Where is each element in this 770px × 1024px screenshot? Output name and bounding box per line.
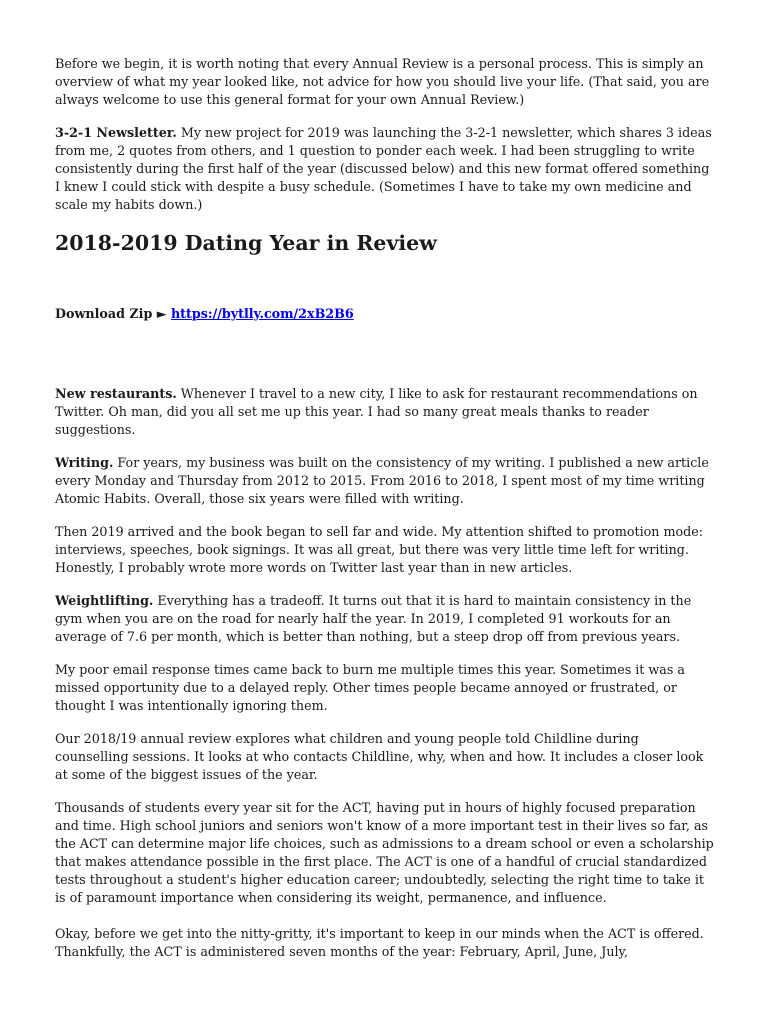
writing-followup-paragraph: Then 2019 arrived and the book began to sell far and wide. My attention shifted to promotion mode: interviews, speeches, book signings. It was all great, but there was very little time left for writing. Honestly, I probably wrote more words on Twitter last year than in new articles. xyxy=(55,524,704,575)
childline-paragraph: Our 2018/19 annual review explores what children and young people told Childline during counselling sessions. It looks at who contacts Childline, why, when and how. It includes a closer look at some of the biggest issues of the year. xyxy=(55,731,704,782)
download-link[interactable]: https://bytlly.com/2xB2B6 xyxy=(170,306,354,321)
act-followup-paragraph: Okay, before we get into the nitty-gritty, it's important to keep in our minds when the ACT is offered. Thankfully, the ACT is administered seven months of the year: February, April, June, July, xyxy=(55,926,704,959)
intro-paragraph: Before we begin, it is worth noting that every Annual Review is a personal process. This is simply an overview of what my year looked like, not advice for how you should live your life. (That said, you are always welcome to use this general format for your own Annual Review.) xyxy=(55,56,710,107)
restaurants-label: New restaurants. xyxy=(55,386,177,401)
page-heading: 2018-2019 Dating Year in Review xyxy=(55,231,437,255)
weightlifting-paragraph xyxy=(55,592,715,646)
newsletter-label: 3-2-1 Newsletter. xyxy=(55,125,177,140)
act-paragraph: Thousands of students every year sit for the ACT, having put in hours of highly focused preparation and time. High school juniors and seniors won't know of a more important test in their lives so far, as the ACT can determine major life choices, such as admissions to a dream school or even a scholarship that makes attendance possible in the first place. The ACT is one of a handful of crucial standardized tests throughout a student's higher education career; undoubtedly, selecting the right time to take it is of paramount importance when considering its weight, permanence, and influence. xyxy=(55,800,714,905)
restaurants-paragraph xyxy=(55,385,715,439)
restaurants-text: Whenever I travel to a new city, I like to ask for restaurant recommendations on Twitter. Oh man, did you all set me up this year. I had so many great meals thanks to reader suggestions. xyxy=(55,386,698,437)
email-paragraph: My poor email response times came back to burn me multiple times this year. Sometimes it was a missed opportunity due to a delayed reply. Other times people became annoyed or frustrated, or thought I was intentionally ignoring them. xyxy=(55,662,685,713)
download-label: Download Zip ► xyxy=(55,306,171,321)
weightlifting-text: Everything has a tradeoff. It turns out that it is hard to maintain consistency in the gym when you are on the road for nearly half the year. In 2019, I completed 91 workouts for an average of 7.6 per month, which is better than nothing, but a steep drop off from previous years. xyxy=(55,593,692,644)
writing-label: Writing. xyxy=(55,455,114,470)
writing-paragraph xyxy=(55,454,715,508)
newsletter-text: My new project for 2019 was launching the 3-2-1 newsletter, which shares 3 ideas from me, 2 quotes from others, and 1 question to ponder each week. I had been struggling to write consistently during the first half of the year (discussed below) and this new format offered something I knew I could stick with despite a busy schedule. (Sometimes I have to take my own medicine and scale my habits down.) xyxy=(55,125,712,212)
weightlifting-label: Weightlifting. xyxy=(55,593,154,608)
newsletter-paragraph xyxy=(55,124,715,214)
writing-text: For years, my business was built on the consistency of my writing. I published a new article every Monday and Thursday from 2012 to 2015. From 2016 to 2018, I spent most of my time writing Atomic Habits. Overall, those six years were filled with writing. xyxy=(55,455,709,506)
download-line xyxy=(55,305,715,323)
